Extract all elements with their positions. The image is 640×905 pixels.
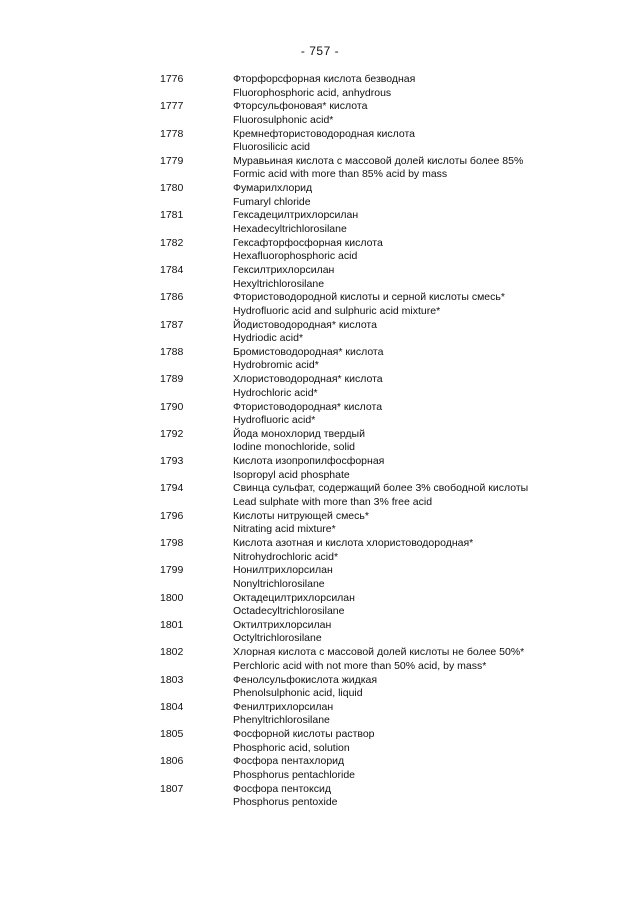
list-item [0,264,640,291]
un-number: 1806 [160,755,184,768]
list-item [0,674,640,701]
english-name: Phosphoric acid, solution [233,741,350,754]
page-number: - 757 - [300,44,340,58]
list-item [0,510,640,537]
russian-name: Фенилтрихлорсилан [233,700,334,713]
un-number: 1788 [160,345,184,358]
list-item [0,482,640,509]
substance-names [233,264,334,291]
list-item [0,319,640,346]
english-name: Hexafluorophosphoric acid [233,250,358,263]
russian-name: Бромистоводородная* кислота [233,345,384,358]
english-name: Lead sulphate with more than 3% free acid [233,495,433,508]
un-number: 1787 [160,318,184,331]
english-name: Perchloric acid with not more than 50% acid, by mass* [233,659,487,672]
russian-name: Гексафторфосфорная кислота [233,236,383,249]
substance-names [233,728,375,755]
english-name: Hydrofluoric acid and sulphuric acid mixture* [233,304,441,317]
list-item [0,100,640,127]
un-number: 1798 [160,537,184,550]
substance-names [233,319,377,346]
substance-names [233,346,383,373]
list-item [0,401,640,428]
un-number: 1801 [160,618,184,631]
english-name: Hydrochloric acid* [233,386,318,399]
english-name: Fluorosilicic acid [233,141,311,154]
substance-names [233,401,382,428]
un-number: 1782 [160,236,184,249]
english-name: Hexadecyltrichlorosilane [233,222,347,235]
un-number: 1786 [160,291,184,304]
list-item [0,755,640,782]
list-item [0,646,640,673]
list-item [0,537,640,564]
english-name: Octyltrichlorosilane [233,632,322,645]
substance-names [233,592,355,619]
russian-name: Октадецилтрихлорсилан [233,591,355,604]
list-item [0,209,640,236]
un-number: 1796 [160,509,184,522]
substance-names [233,701,333,728]
english-name: Iodine monochloride, solid [233,441,355,454]
russian-name: Йода монохлорид твердый [233,427,365,440]
russian-name: Фенолсульфокислота жидкая [233,673,378,686]
substance-names [233,510,369,537]
list-item [0,73,640,100]
substance-names [233,564,333,591]
english-name: Phenolsulphonic acid, liquid [233,687,363,700]
substance-names [233,428,365,455]
russian-name: Гексадецилтрихлорсилан [233,209,359,222]
substance-names [233,755,355,782]
un-number: 1780 [160,182,184,195]
english-name: Fluorosulphonic acid* [233,113,334,126]
entry-list [0,73,640,810]
english-name: Fluorophosphoric acid, anhydrous [233,86,392,99]
list-item [0,564,640,591]
english-name: Hydrobromic acid* [233,359,319,372]
english-name: Hydriodic acid* [233,332,304,345]
russian-name: Фторсульфоновая* кислота [233,100,368,113]
substance-names [233,537,473,564]
list-item [0,291,640,318]
russian-name: Фумарилхлорид [233,182,313,195]
russian-name: Гексилтрихлорсилан [233,264,335,277]
english-name: Octadecyltrichlorosilane [233,605,345,618]
russian-name: Муравьиная кислота с массовой долей кислоты более 85% [233,154,524,167]
russian-name: Йодистоводородная* кислота [233,318,377,331]
russian-name: Кислота азотная и кислота хлористоводородная* [233,537,474,550]
list-item [0,783,640,810]
un-number: 1792 [160,427,184,440]
un-number: 1784 [160,264,184,277]
russian-name: Хлорная кислота с массовой долей кислоты не более 50%* [233,646,525,659]
list-item [0,455,640,482]
english-name: Hydrofluoric acid* [233,414,316,427]
un-number: 1794 [160,482,184,495]
russian-name: Фосфора пентахлорид [233,755,345,768]
substance-names [233,455,384,482]
list-item [0,182,640,209]
un-number: 1804 [160,700,184,713]
russian-name: Кислоты нитрующей смесь* [233,509,369,522]
list-item [0,592,640,619]
english-name: Phosphorus pentoxide [233,796,338,809]
substance-names [233,783,338,810]
russian-name: Нонилтрихлорсилан [233,564,333,577]
russian-name: Фосфора пентоксид [233,782,331,795]
un-number: 1793 [160,455,184,468]
english-name: Phenyltrichlorosilane [233,714,330,727]
un-number: 1800 [160,591,184,604]
russian-name: Свинца сульфат, содержащий более 3% свободной кислоты [233,482,529,495]
un-number: 1799 [160,564,184,577]
list-item [0,701,640,728]
un-number: 1777 [160,100,184,113]
list-item [0,728,640,755]
un-number: 1790 [160,400,184,413]
substance-names [233,182,312,209]
list-item [0,373,640,400]
russian-name: Фторфорсфорная кислота безводная [233,73,416,85]
english-name: Nitrating acid mixture* [233,523,336,536]
list-item [0,128,640,155]
english-name: Isopropyl acid phosphate [233,468,350,481]
un-number: 1803 [160,673,184,686]
english-name: Formic acid with more than 85% acid by mass [233,168,448,181]
russian-name: Кремнефтористоводородная кислота [233,127,416,140]
russian-name: Октилтрихлорсилан [233,618,332,631]
list-item [0,155,640,182]
substance-names [233,209,358,236]
un-number: 1781 [160,209,184,222]
substance-names [233,674,377,701]
russian-name: Фтористоводородной кислоты и серной кислоты смесь* [233,291,505,304]
list-item [0,619,640,646]
substance-names [233,237,383,264]
russian-name: Фосфорной кислоты раствор [233,728,375,741]
un-number: 1802 [160,646,184,659]
english-name: Fumaryl chloride [233,195,311,208]
un-number: 1807 [160,782,184,795]
un-number: 1805 [160,728,184,741]
english-name: Hexyltrichlorosilane [233,277,325,290]
list-item [0,346,640,373]
un-number: 1779 [160,154,184,167]
un-number: 1789 [160,373,184,386]
substance-names [233,291,505,318]
russian-name: Кислота изопропилфосфорная [233,455,385,468]
substance-names [233,128,415,155]
substance-names [233,100,367,127]
list-item [0,428,640,455]
un-number: 1778 [160,127,184,140]
substance-names [233,619,331,646]
substance-names [233,373,383,400]
english-name: Nonyltrichlorosilane [233,577,325,590]
substance-names [233,646,524,673]
substance-names [233,73,415,100]
russian-name: Фтористоводородная* кислота [233,400,383,413]
russian-name: Хлористоводородная* кислота [233,373,383,386]
list-item [0,237,640,264]
english-name: Nitrohydrochloric acid* [233,550,339,563]
substance-names [233,482,528,509]
substance-names [233,155,523,182]
un-number: 1776 [160,73,184,85]
english-name: Phosphorus pentachloride [233,768,356,781]
